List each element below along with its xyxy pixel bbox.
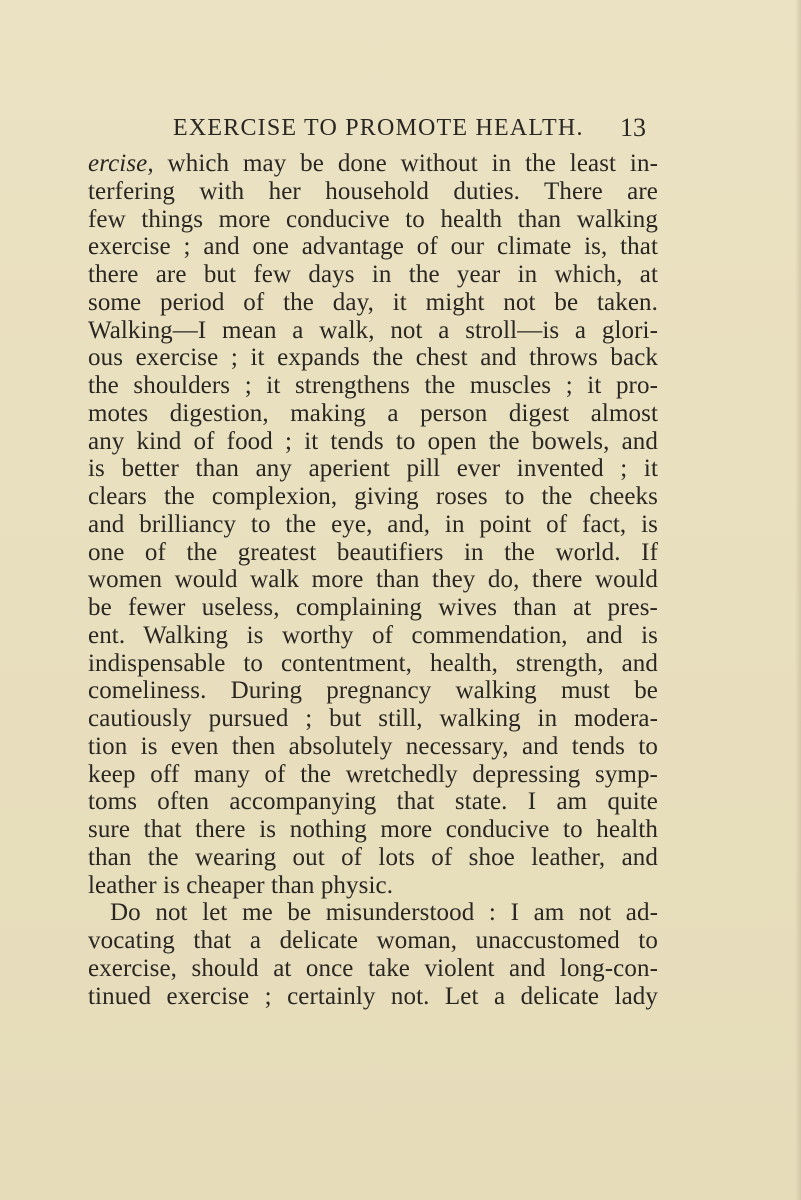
text-line: keep off many of the wretchedly depressing symp- [88,760,658,788]
italic-word: ercise, [88,150,154,177]
text-line: women would walk more than they do, there would [88,566,658,594]
text-line: any kind of food ; it tends to open the bowels, and [88,427,658,455]
text-line: one of the greatest beautifiers in the world. If [88,538,658,566]
text-line: toms often accompanying that state. I am quite [88,788,658,816]
running-head [0,113,801,143]
text-line: clears the complexion, giving roses to the cheeks [88,483,658,510]
text-line: is better than any aperient pill ever invented ; it [88,455,658,483]
text-line: exercise, should at once take violent and long-con- [88,954,658,982]
text-line: tinued exercise ; certainly not. Let a delicate lady [88,982,658,1010]
text-line: some period of the day, it might not be taken. [88,288,658,316]
paragraph-end-line: leather is cheaper than physic. [88,871,394,899]
text-line: Walking—I mean a walk, not a stroll—is a glori- [88,316,658,344]
text-line: vocating that a delicate woman, unaccustomed to [88,927,658,954]
text-line: tion is even then absolutely necessary, and tends to [88,732,658,760]
text-line: indispensable to contentment, health, strength, and [88,649,658,677]
body-text [88,150,658,1010]
running-title: EXERCISE TO PROMOTE HEALTH. [173,115,584,141]
text-line: ent. Walking is worthy of commendation, and is [88,621,658,649]
text-line: sure that there is nothing more conducive to health [88,816,658,843]
text-line-rest: which may be done without in the least in- [153,150,658,177]
paragraph-start-line: Do not let me be misunderstood : I am not ad- [110,899,658,927]
text-line: comeliness. During pregnancy walking must be [88,677,658,705]
text-line: than the wearing out of lots of shoe leather, and [88,843,658,871]
text-line: exercise ; and one advantage of our climate is, that [88,233,658,261]
page-edge-shadow [795,0,801,1200]
text-line: few things more conducive to health than walking [88,205,658,233]
text-line: be fewer useless, complaining wives than at pres- [88,594,658,621]
text-line: motes digestion, making a person digest almost [88,399,658,427]
text-line: and brilliancy to the eye, and, in point of fact, is [88,510,658,538]
page-number: 13 [620,113,646,142]
text-line [88,150,658,178]
text-line: ous exercise ; it expands the chest and throws back [88,344,658,372]
text-line: the shoulders ; it strengthens the muscles ; it pro- [88,372,658,399]
text-line: cautiously pursued ; but still, walking in modera- [88,705,658,732]
text-line: terfering with her household duties. There are [88,177,658,205]
text-line: there are but few days in the year in which, at [88,261,658,288]
